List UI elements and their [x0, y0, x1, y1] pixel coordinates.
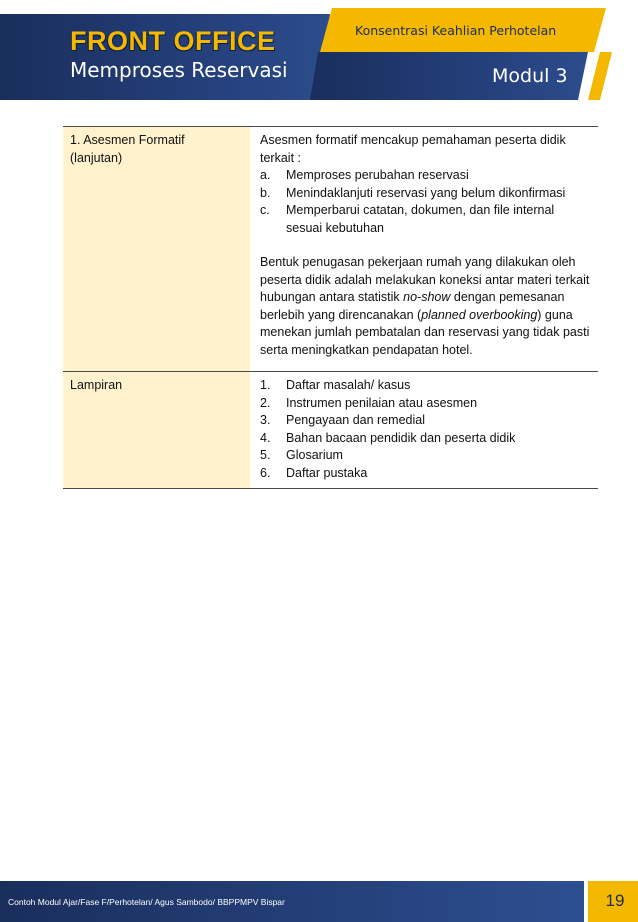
page-number: 19: [605, 891, 625, 910]
page-footer: [0, 881, 638, 922]
list-marker: b.: [260, 185, 271, 200]
page-header: [0, 0, 638, 100]
list-item: [260, 447, 590, 465]
document-subtitle: Memproses Reservasi: [70, 58, 288, 82]
list-item-text: Bahan bacaan pendidik dan peserta didik: [286, 430, 516, 445]
footer-credit: Contoh Modul Ajar/Fase F/Perhotelan/ Agus Sambodo/ BBPPMPV Bispar: [8, 897, 285, 907]
konsentrasi-label: Konsentrasi Keahlian Perhotelan: [355, 23, 557, 38]
list-marker: 1.: [260, 378, 271, 392]
row-label-line: (lanjutan): [70, 150, 123, 165]
document-title: FRONT OFFICE: [70, 26, 276, 56]
list-marker: 3.: [260, 413, 271, 427]
row-label-line: 1. Asesmen Formatif: [70, 133, 185, 147]
list-marker: 6.: [260, 465, 271, 480]
paragraph-italic-term: planned overbooking: [421, 307, 538, 322]
assignment-paragraph: [260, 254, 590, 359]
table-row-asesmen: [63, 126, 598, 371]
paragraph-text: Bentuk penugasan pekerjaan rumah yang dilakukan oleh peserta didik adalah melakukan koneksi antar materi terkait hubungan antara statistik: [260, 255, 590, 304]
numbered-list: [260, 377, 590, 482]
row-body-asesmen: [250, 127, 598, 371]
list-item-text: Memproses perubahan reservasi: [286, 168, 469, 182]
list-item: [260, 202, 590, 237]
row-label-asesmen: [63, 127, 250, 371]
module-label: Modul 3: [492, 65, 568, 87]
list-item-text: Glosarium: [286, 448, 343, 462]
alpha-list: [260, 167, 590, 237]
list-marker: 2.: [260, 395, 271, 410]
list-item: [260, 377, 590, 395]
list-item-text: Daftar pustaka: [286, 465, 368, 480]
list-marker: a.: [260, 168, 271, 182]
content-table: [63, 126, 598, 489]
list-item: [260, 430, 590, 448]
paragraph-text: dengan pemesanan berlebih yang direncanakan (: [260, 290, 565, 322]
row-label-lampiran: Lampiran: [63, 372, 250, 488]
list-item: [260, 465, 590, 483]
list-marker: 5.: [260, 448, 271, 462]
list-item-text: Pengayaan dan remedial: [286, 413, 425, 427]
paragraph-italic-term: no-show: [403, 290, 451, 304]
list-item: [260, 167, 590, 185]
list-marker: 4.: [260, 430, 271, 445]
intro-text: Asesmen formatif mencakup pemahaman peserta didik terkait :: [260, 133, 566, 165]
list-marker: c.: [260, 203, 270, 217]
table-row-lampiran: [63, 371, 598, 489]
list-item-text: Memperbarui catatan, dokumen, dan file internal sesuai kebutuhan: [286, 203, 555, 235]
list-item: [260, 412, 590, 430]
paragraph-text: ) guna menekan jumlah pembatalan dan reservasi yang tidak pasti serta meningkatkan pendapatan hotel.: [260, 307, 590, 357]
list-item-text: Menindaklanjuti reservasi yang belum dikonfirmasi: [286, 185, 566, 200]
list-item-text: Instrumen penilaian atau asesmen: [286, 395, 478, 410]
list-item: [260, 185, 590, 203]
row-body-lampiran: [250, 372, 598, 488]
list-item: [260, 395, 590, 413]
list-item-text: Daftar masalah/ kasus: [286, 378, 411, 392]
